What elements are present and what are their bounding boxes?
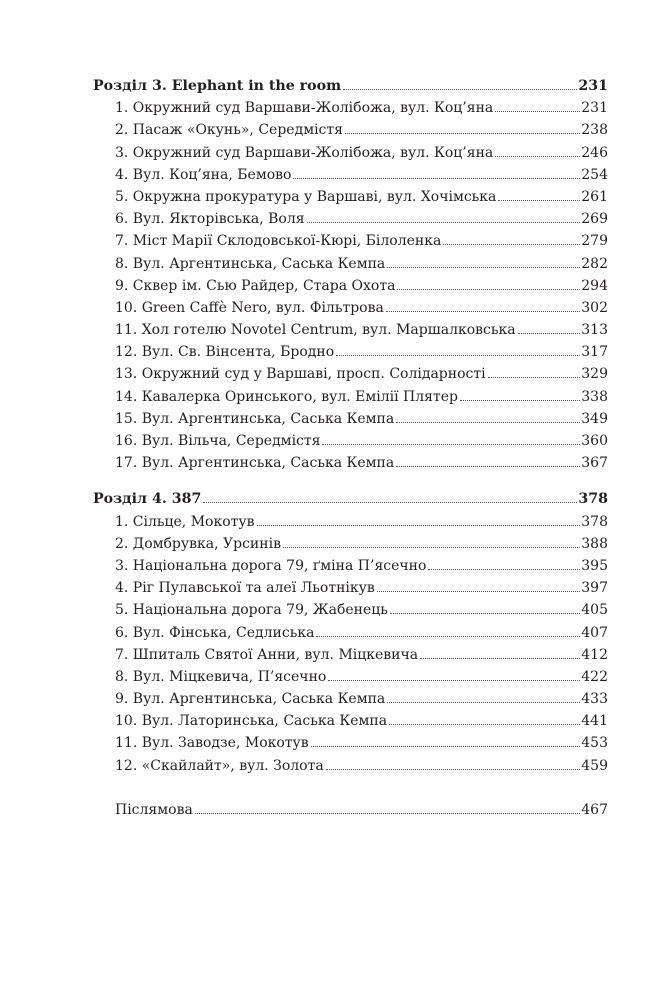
toc-entry: [93, 164, 608, 186]
page-number: 246: [581, 144, 608, 161]
dot-leader: [195, 813, 580, 814]
toc-entry: [93, 341, 608, 363]
page-number: 360: [581, 433, 608, 449]
table-of-contents: [93, 75, 608, 821]
dot-leader: [387, 267, 580, 268]
entry-title: 14. Кавалерка Оринського, вул. Емілії Плятер: [115, 388, 458, 405]
toc-entry: [93, 119, 608, 141]
dot-leader: [322, 444, 580, 445]
toc-entry: [93, 555, 608, 577]
dot-leader: [343, 89, 577, 90]
section-heading: [93, 75, 608, 97]
dot-leader: [495, 111, 580, 112]
page-number: 388: [581, 535, 608, 552]
dot-leader: [495, 156, 580, 157]
page-number: 231: [578, 78, 608, 94]
toc-entry: [93, 710, 608, 732]
entry-title: 4. Ріг Пулавської та алеї Льотнікув: [115, 580, 375, 597]
dot-leader: [377, 591, 580, 592]
page-number: 453: [581, 735, 608, 752]
toc-entry: [93, 208, 608, 230]
dot-leader: [328, 680, 580, 681]
spacer: [93, 474, 608, 488]
dot-leader: [498, 200, 580, 201]
entry-title: 6. Вул. Якторівська, Воля: [115, 211, 305, 228]
dot-leader: [390, 613, 580, 614]
entry-title: 9. Сквер ім. Сью Райдер, Стара Охота: [115, 277, 396, 294]
entry-title: 10. Green Caffè Nero, вул. Фільтрова: [115, 299, 384, 316]
afterword-entry: [93, 799, 608, 821]
dot-leader: [316, 636, 580, 637]
toc-entry: [93, 666, 608, 688]
dot-leader: [389, 724, 580, 725]
dot-leader: [518, 333, 581, 334]
dot-leader: [283, 547, 580, 548]
toc-entry: [93, 688, 608, 710]
entry-title: 16. Вул. Вільча, Середмістя: [115, 433, 321, 449]
toc-entry: [93, 599, 608, 621]
entry-title: Розділ 4. 387: [93, 491, 202, 508]
dot-leader: [311, 746, 581, 747]
dot-leader: [336, 355, 580, 356]
entry-title: 12. Вул. Св. Вінсента, Бродно: [115, 344, 335, 361]
dot-leader: [397, 289, 580, 290]
dot-leader: [386, 311, 580, 312]
page-number: 433: [581, 691, 608, 708]
page-number: 367: [581, 455, 608, 472]
page-number: 412: [581, 646, 608, 663]
dot-leader: [257, 525, 581, 526]
page-number: 254: [581, 166, 608, 183]
section-heading: [93, 488, 608, 510]
page-number: 422: [581, 668, 608, 685]
entry-title: 7. Шпиталь Святої Анни, вул. Міцкевича: [115, 646, 419, 663]
page-number: 302: [581, 299, 608, 316]
toc-entry: [93, 452, 608, 474]
dot-leader: [396, 422, 580, 423]
entry-title: 5. Національна дорога 79, Жабенець: [115, 602, 388, 619]
page-number: 405: [581, 602, 608, 619]
dot-leader: [203, 502, 577, 503]
page-number: 407: [581, 624, 608, 641]
toc-entry: [93, 430, 608, 452]
page-number: 317: [581, 344, 608, 361]
entry-title: 8. Вул. Аргентинська, Саська Кемпа: [115, 255, 386, 272]
page-number: 279: [581, 233, 608, 250]
page-number: 467: [581, 801, 608, 818]
entry-title: Розділ 3. Elephant in the room: [93, 78, 342, 94]
toc-entry: [93, 533, 608, 555]
entry-title: 17. Вул. Аргентинська, Саська Кемпа: [115, 455, 395, 472]
page-number: 349: [581, 410, 608, 427]
toc-entry: [93, 186, 608, 208]
toc-entry: [93, 230, 608, 252]
dot-leader: [488, 377, 581, 378]
page-number: 238: [581, 122, 608, 139]
dot-leader: [460, 400, 580, 401]
entry-title: 12. «Скайлайт», вул. Золота: [115, 757, 324, 774]
page-number: 269: [581, 211, 608, 228]
toc-entry: [93, 363, 608, 385]
entry-title: 7. Міст Марії Склодовської-Кюрі, Білоленка: [115, 233, 442, 250]
spacer: [93, 777, 608, 799]
page-number: 231: [581, 100, 608, 117]
page-number: 282: [581, 255, 608, 272]
toc-entry: [93, 644, 608, 666]
dot-leader: [345, 133, 580, 134]
dot-leader: [293, 178, 580, 179]
entry-title: 9. Вул. Аргентинська, Саська Кемпа: [115, 691, 386, 708]
toc-entry: [93, 319, 608, 341]
entry-title: 8. Вул. Міцкевича, П’ясечно: [115, 668, 327, 685]
entry-title: 13. Окружний суд у Варшаві, просп. Солідарності: [115, 366, 486, 383]
toc-entry: [93, 622, 608, 644]
dot-leader: [396, 466, 580, 467]
toc-entry: [93, 408, 608, 430]
page-number: 378: [581, 513, 608, 530]
page-number: 338: [581, 388, 608, 405]
entry-title: 2. Домбрувка, Урсинів: [115, 535, 281, 552]
entry-title: 3. Окружний суд Варшави-Жолібожа, вул. Коц’яна: [115, 144, 494, 161]
toc-entry: [93, 142, 608, 164]
entry-title: 10. Вул. Латоринська, Саська Кемпа: [115, 713, 388, 730]
entry-title: 15. Вул. Аргентинська, Саська Кемпа: [115, 410, 395, 427]
entry-title: 4. Вул. Коц’яна, Бемово: [115, 166, 292, 183]
dot-leader: [326, 769, 581, 770]
toc-entry: [93, 386, 608, 408]
page-number: 378: [578, 491, 608, 508]
toc-entry: [93, 275, 608, 297]
dot-leader: [387, 702, 580, 703]
dot-leader: [420, 658, 580, 659]
entry-title: 3. Національна дорога 79, ґміна П’ясечно: [115, 557, 427, 574]
dot-leader: [428, 569, 580, 570]
page-number: 313: [581, 322, 608, 339]
page-number: 395: [581, 557, 608, 574]
toc-entry: [93, 97, 608, 119]
entry-title: 5. Окружна прокуратура у Варшаві, вул. Хочімська: [115, 188, 497, 205]
entry-title: 11. Хол готелю Novotel Centrum, вул. Маршалковська: [115, 322, 516, 339]
page-number: 441: [581, 713, 608, 730]
toc-entry: [93, 511, 608, 533]
entry-title: 1. Окружний суд Варшави-Жолібожа, вул. Коц’яна: [115, 100, 494, 117]
entry-title: Післямова: [115, 801, 193, 818]
page-number: 329: [581, 366, 608, 383]
dot-leader: [307, 222, 581, 223]
toc-entry: [93, 755, 608, 777]
page-number: 261: [581, 188, 608, 205]
entry-title: 6. Вул. Фінська, Седлиська: [115, 624, 315, 641]
entry-title: 1. Сільце, Мокотув: [115, 513, 255, 530]
entry-title: 2. Пасаж «Окунь», Середмістя: [115, 122, 343, 139]
entry-title: 11. Вул. Заводзе, Мокотув: [115, 735, 309, 752]
page-number: 294: [581, 277, 608, 294]
toc-entry: [93, 577, 608, 599]
toc-entry: [93, 253, 608, 275]
toc-entry: [93, 732, 608, 754]
dot-leader: [443, 244, 580, 245]
toc-entry: [93, 297, 608, 319]
page-number: 397: [581, 580, 608, 597]
page-number: 459: [581, 757, 608, 774]
